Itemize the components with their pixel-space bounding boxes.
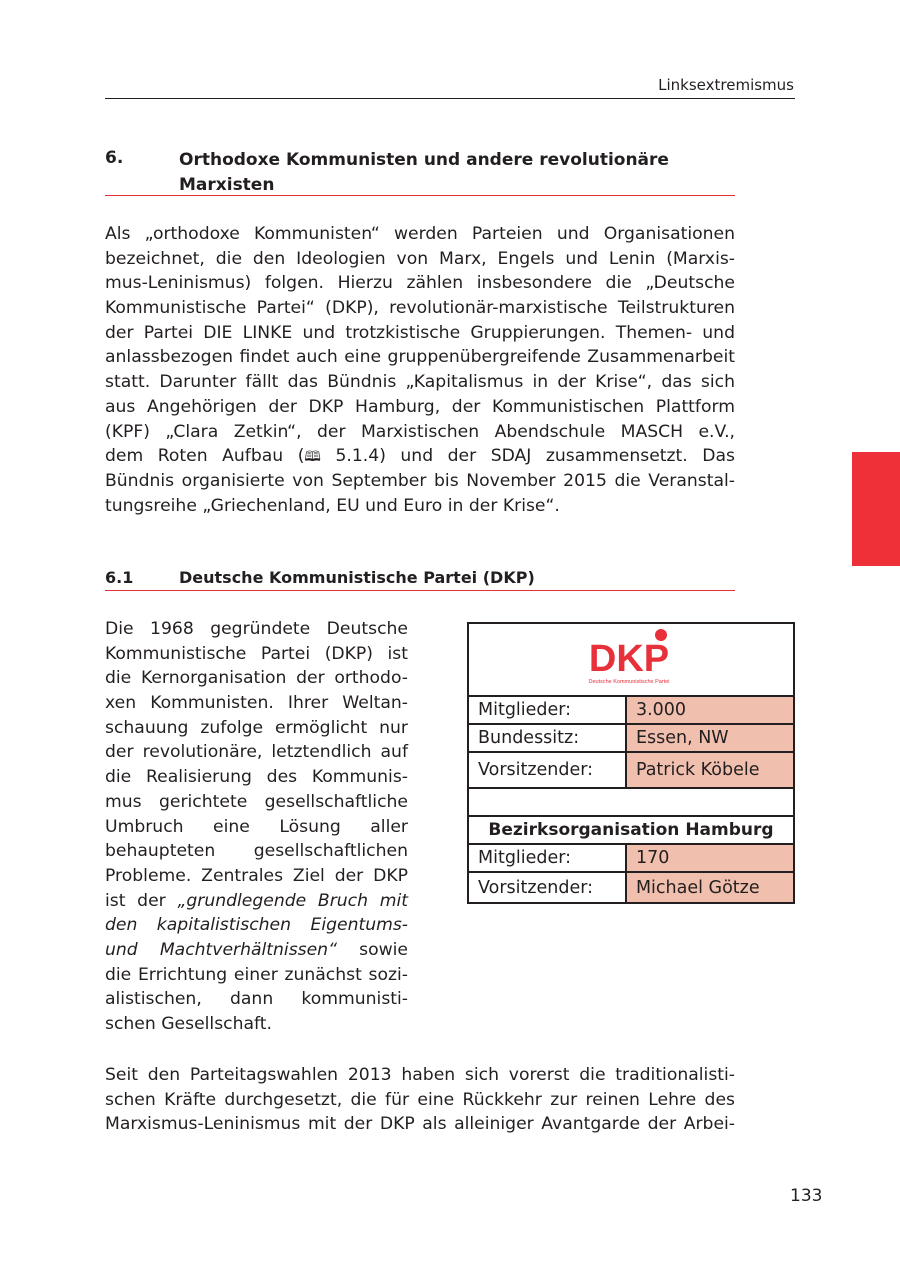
line-text: 5.1.4) und der SDAJ zusammensetzt. Das bbox=[320, 446, 735, 467]
dkp-factbox bbox=[467, 622, 795, 904]
chapter-tab bbox=[852, 452, 900, 566]
factbox-row bbox=[468, 724, 794, 752]
text-line: Bündnis organisierte von September bis November 2015 die Veranstal- bbox=[105, 470, 735, 491]
dkp-logo-icon bbox=[581, 626, 681, 688]
book-icon: 🕮 bbox=[304, 449, 321, 466]
text-line: der revolutionäre, letztendlich auf bbox=[105, 742, 408, 763]
row-value: Essen, NW bbox=[626, 724, 794, 752]
sub-heading: Bezirksorganisation Hamburg bbox=[468, 816, 794, 844]
dkp-logo bbox=[468, 623, 794, 696]
row-label: Vorsitzender: bbox=[468, 872, 626, 903]
text-line: Probleme. Zentrales Ziel der DKP bbox=[105, 865, 408, 886]
text-line bbox=[105, 444, 735, 469]
row-label: Mitglieder: bbox=[468, 844, 626, 872]
header-rule bbox=[105, 98, 795, 99]
subsection-number: 6.1 bbox=[105, 568, 134, 587]
text-line: die Realisierung des Kommunis- bbox=[105, 767, 408, 788]
section-title bbox=[179, 148, 699, 198]
line-text: dem Roten Aufbau ( bbox=[105, 446, 305, 467]
row-value: 3.000 bbox=[626, 696, 794, 724]
line-text: sowie bbox=[336, 939, 408, 960]
subsection-rule bbox=[105, 590, 735, 591]
text-line: Seit den Parteitagswahlen 2013 haben sich vorerst die traditionalisti- bbox=[105, 1065, 735, 1085]
emphasis-text: den kapitalistischen Eigentums- bbox=[105, 915, 408, 936]
text-line: mus gerichtete gesellschaftliche bbox=[105, 791, 408, 812]
text-line: anlassbezogen findet auch eine gruppenübergreifende Zusammenarbeit bbox=[105, 347, 735, 368]
page-number: 133 bbox=[790, 1186, 823, 1206]
text-line: mus-Leninismus) folgen. Hierzu zählen insbesondere die „Deutsche bbox=[105, 273, 735, 294]
svg-text:Deutsche Kommunistische Partei: Deutsche Kommunistische Partei bbox=[588, 679, 670, 685]
text-line: statt. Darunter fällt das Bündnis „Kapitalismus in der Krise“, das sich bbox=[105, 372, 735, 393]
text-line bbox=[105, 913, 408, 938]
text-line bbox=[105, 938, 408, 963]
subsection-title: Deutsche Kommunistische Partei (DKP) bbox=[179, 568, 535, 587]
row-label: Vorsitzender: bbox=[468, 752, 626, 788]
row-label: Bundessitz: bbox=[468, 724, 626, 752]
text-line: alistischen, dann kommunisti- bbox=[105, 989, 408, 1010]
text-line: tungsreihe „Griechenland, EU und Euro in der Krise“. bbox=[105, 495, 560, 516]
text-line: schauung zufolge ermöglicht nur bbox=[105, 717, 408, 738]
section-title-line: Marxisten bbox=[179, 175, 275, 195]
text-line: aus Angehörigen der DKP Hamburg, der Kommunistischen Plattform bbox=[105, 396, 735, 417]
dkp-paragraph bbox=[105, 617, 408, 1037]
text-line: Als „orthodoxe Kommunisten“ werden Parteien und Organisationen bbox=[105, 224, 735, 244]
section-title-line: Orthodoxe Kommunisten und andere revolutionäre bbox=[179, 150, 669, 170]
text-line: Marxismus-Leninismus mit der DKP als alleiniger Avantgarde der Arbei- bbox=[105, 1114, 735, 1135]
text-line: die Errichtung einer zunächst sozi- bbox=[105, 964, 408, 985]
row-value: Patrick Köbele bbox=[626, 752, 794, 788]
row-value: 170 bbox=[626, 844, 794, 872]
factbox-row bbox=[468, 872, 794, 903]
svg-text:DKP: DKP bbox=[588, 638, 670, 680]
text-line: bezeichnet, die den Ideologien von Marx, Engels und Lenin (Marxis- bbox=[105, 248, 735, 269]
line-text: ist der bbox=[105, 890, 178, 911]
text-line bbox=[105, 889, 408, 914]
factbox-row bbox=[468, 844, 794, 872]
text-line: Kommunistische Partei“ (DKP), revolutionär-marxistische Teilstrukturen bbox=[105, 298, 735, 319]
intro-paragraph bbox=[105, 222, 735, 518]
row-label: Mitglieder: bbox=[468, 696, 626, 724]
blank-row bbox=[468, 788, 794, 816]
text-line: die Kernorganisation der orthodo- bbox=[105, 668, 408, 689]
section-number: 6. bbox=[105, 148, 124, 168]
text-line: schen Kräfte durchgesetzt, die für eine Rückkehr zur reinen Lehre des bbox=[105, 1089, 735, 1110]
section-rule bbox=[105, 195, 735, 196]
running-header: Linksextremismus bbox=[658, 76, 794, 94]
text-line: Umbruch eine Lösung aller bbox=[105, 816, 408, 837]
factbox-row bbox=[468, 696, 794, 724]
row-value: Michael Götze bbox=[626, 872, 794, 903]
text-line: schen Gesellschaft. bbox=[105, 1014, 272, 1034]
text-line: Kommunistische Partei (DKP) ist bbox=[105, 643, 408, 664]
emphasis-text: „grundlegende Bruch mit bbox=[177, 890, 408, 911]
text-line: Die 1968 gegründete Deutsche bbox=[105, 619, 408, 639]
text-line: xen Kommunisten. Ihrer Weltan- bbox=[105, 693, 408, 714]
factbox-row bbox=[468, 752, 794, 788]
text-line: (KPF) „Clara Zetkin“, der Marxistischen Abendschule MASCH e.V., bbox=[105, 421, 735, 442]
text-line: behaupteten gesellschaftlichen bbox=[105, 841, 408, 862]
text-line: der Partei DIE LINKE und trotzkistische Gruppierungen. Themen- und bbox=[105, 322, 735, 343]
closing-paragraph bbox=[105, 1063, 735, 1137]
emphasis-text: und Machtverhältnissen“ bbox=[105, 939, 337, 960]
